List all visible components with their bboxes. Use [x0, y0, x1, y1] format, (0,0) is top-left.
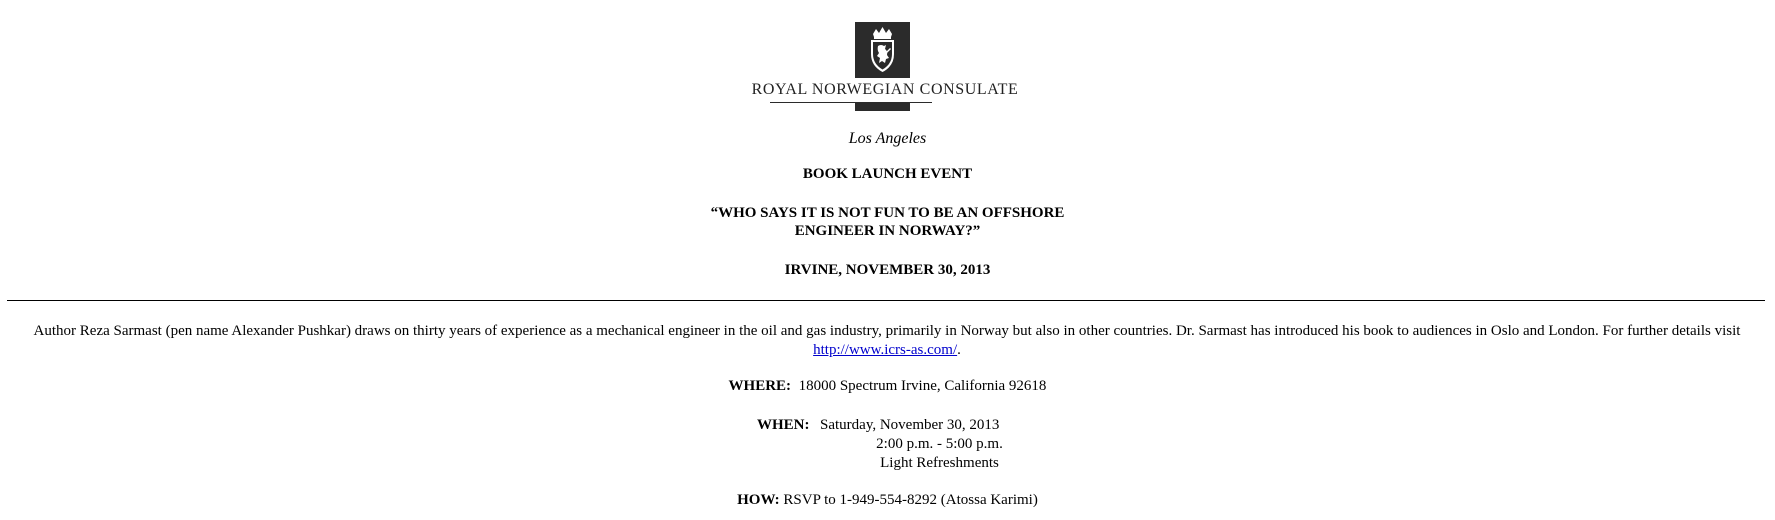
event-location-date: IRVINE, NOVEMBER 30, 2013: [784, 262, 991, 278]
section-divider: [7, 300, 1765, 301]
website-link[interactable]: http://www.icrs-as.com/: [813, 342, 958, 358]
where-label: WHERE:: [728, 378, 792, 394]
norway-coat-of-arms-logo: [855, 22, 910, 78]
event-title-line-1: “WHO SAYS IT IS NOT FUN TO BE AN OFFSHORE: [710, 205, 1065, 221]
city-name: Los Angeles: [848, 130, 927, 147]
how-line: [0, 492, 1775, 509]
consulate-name: ROYAL NORWEGIAN CONSULATE: [751, 81, 1019, 98]
event-description: [8, 322, 1766, 360]
description-end: .: [957, 342, 961, 358]
when-date: Saturday, November 30, 2013: [820, 417, 1000, 433]
when-refreshments: Light Refreshments: [880, 455, 999, 471]
where-line: [0, 378, 1775, 395]
where-value: 18000 Spectrum Irvine, California 92618: [798, 378, 1047, 394]
when-label: WHEN:: [757, 417, 810, 433]
how-value: RSVP to 1-949-554-8292 (Atossa Karimi): [783, 492, 1038, 508]
description-text: Author Reza Sarmast (pen name Alexander Pushkar) draws on thirty years of experience as a mechanical engineer in the oil and gas industry, primarily in Norway but also in other countries. Dr. Sarmast has introduced his book to audiences in Oslo and London. For further details visit: [33, 323, 1741, 339]
event-type-heading: BOOK LAUNCH EVENT: [802, 166, 973, 182]
lion-crest-icon: [855, 22, 910, 78]
when-block: [0, 416, 1775, 473]
when-time: 2:00 p.m. - 5:00 p.m.: [876, 436, 1003, 452]
logo-base-bar: [855, 102, 910, 111]
event-title-line-2: ENGINEER IN NORWAY?”: [794, 223, 981, 239]
how-label: HOW:: [737, 492, 780, 508]
